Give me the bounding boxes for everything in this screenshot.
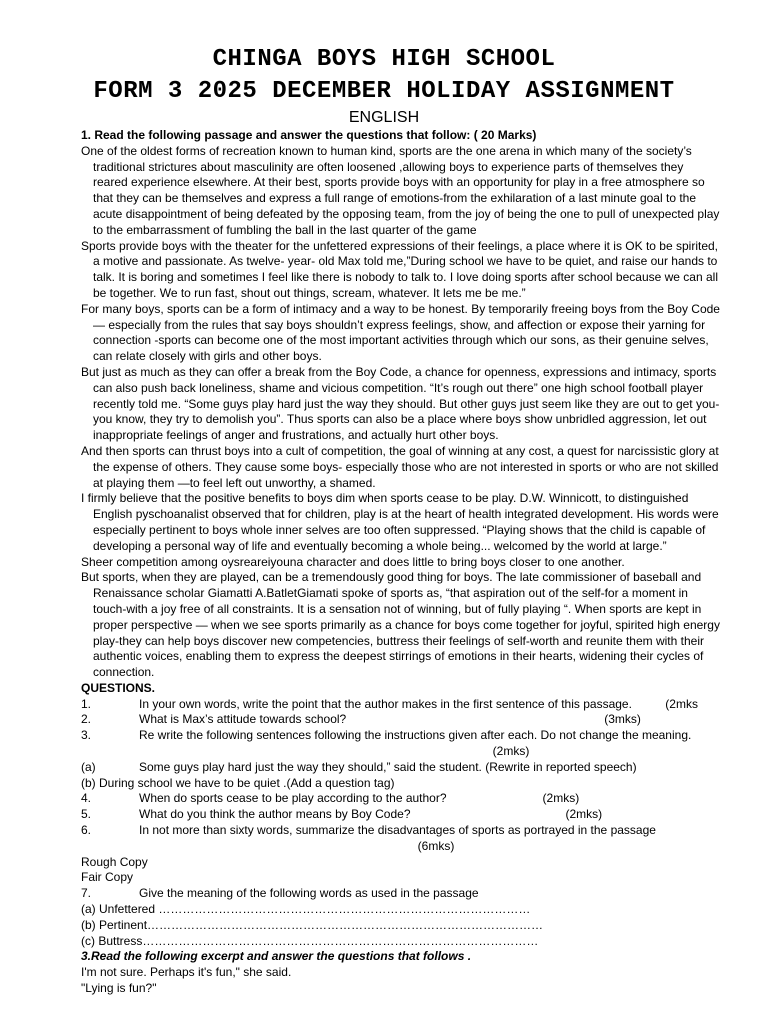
passage-paragraph: I firmly believe that the positive benefits to boys dim when sports cease to be play. D.W. Winnicott, to distinguished English pyschoanalist observed that for children, play is at the heart of health integrated development. His words were especially pertinent to boys whole inner selves are too often suppressed. “Playing shows that the child is capable of developing a personal way of life and eventually becoming a whole being... welcomed by the world at large.”: [81, 491, 719, 553]
passage-paragraph: One of the oldest forms of recreation known to human kind, sports are the one arena in which many of the society’s traditional strictures about masculinity are often loosened ,allowing boys to experience parts of themselves they reared experience elsewhere. At their best, sports provide boys with an opportunity for play in a free atmosphere so that they can be themselves and express a full range of emotions-from the exhilaration of a last minute goal to the acute disappointment of being defeated by the opposing team, from the joy of being the one to pull of unexpected play to the embarrassment of fumbling the ball in the last quarter of the game: [81, 143, 720, 237]
question-number: 7.: [81, 886, 92, 901]
question-number: 5.: [81, 807, 92, 822]
passage-paragraph: Sheer competition among oysreareiyouna character and does little to bring boys closer to one another.: [81, 554, 625, 569]
question-2: [81, 712, 721, 728]
question-number: 6.: [81, 823, 92, 838]
question-7: [81, 886, 721, 902]
passage-paragraph: But sports, when they are played, can be a tremendously good thing for boys. The late commissioner of baseball and Renaissance scholar Giamatti A.BatletGiamati spoke of sports as, “that aspiration out of the self-for a moment in touch-with a joy free of all constraints. It is a sensation not of winning, but of fully playing “. When sports are kept in proper perspective — when we see sports primarily as a chance for boys come together for joyful, spirited high energy play-they can help boys discover new competencies, buttress their feelings of self-worth and reunite them with their authentic voices, enabling them to express the deepest stirrings of emotions in their hearts, widening their cycles of connection.: [81, 570, 720, 680]
assignment-title: FORM 3 2025 DECEMBER HOLIDAY ASSIGNMENT: [93, 78, 675, 105]
passage-paragraph: And then sports can thrust boys into a cult of competition, the goal of winning at any cost, a quest for narcissistic glory at the expense of others. They cause some boys- especially those who are not interested in sports or who are not skilled at playing them —to feel left out unworthy, a shamed.: [81, 443, 719, 490]
question-marks: (2mks): [542, 791, 580, 806]
school-title: CHINGA BOYS HIGH SCHOOL: [212, 46, 556, 73]
question-text: Re write the following sentences following the instructions given after each. Do not change the meaning.: [139, 728, 692, 743]
question-4: [81, 791, 721, 807]
question-number: 1.: [81, 696, 92, 711]
question-marks: (6mks): [417, 838, 455, 853]
section3-heading: 3.Read the following excerpt and answer the questions that follows .: [81, 949, 472, 964]
question-5: [81, 807, 721, 823]
question-marks: (2mks: [665, 696, 698, 711]
question-marks: (3mks): [604, 712, 641, 727]
vocab-item: (b) Pertinent………………………………………………………………………………………: [81, 917, 544, 932]
question-number: 4.: [81, 791, 92, 806]
passage-paragraph: For many boys, sports can be a form of intimacy and a way to be honest. By temporarily freeing boys from the Boy Code — especially from the rules that say boys shouldn’t express feelings, show, and affection or expose their yarning for connection -sports can become one of the most important activities through which our sons, as their genuine selves, can relate closely with girls and other boys.: [81, 301, 720, 364]
question-number: 3.: [81, 728, 92, 743]
passage-paragraph: Sports provide boys with the theater for the unfettered expressions of their feelings, a place where it is OK to be spirited, a motive and passionate. As twelve- year- old Max told me,”During school we have to be quiet, and raise our hands to talk. It is boring and sometimes I feel like there is nobody to talk to. I love doing sports after school because we can all be together. We to run fast, shout out things, scream, whatever. It lets me be me.”: [81, 238, 719, 300]
vocab-item: (c) Buttress………………………………………………………………………………………: [81, 933, 539, 948]
question-number: (a): [81, 759, 96, 774]
question-1: [81, 697, 721, 713]
question-6: [81, 823, 721, 839]
question-marks: (2mks): [492, 744, 530, 759]
question-text: What is Max’s attitude towards school?: [139, 712, 347, 727]
question-text: When do sports cease to be play according to the author?: [139, 791, 447, 806]
question-text: In not more than sixty words, summarize the disadvantages of sports as portrayed in the passage: [139, 823, 656, 838]
document-body: [81, 128, 721, 997]
fair-copy-label: Fair Copy: [81, 870, 134, 885]
question-text: Some guys play hard just the way they should,” said the student. (Rewrite in reported speech): [139, 759, 637, 774]
question-3a: [81, 760, 721, 776]
vocab-item: (a) Unfettered …………………………………………………………………………………: [81, 902, 531, 917]
excerpt-line: I'm not sure. Perhaps it's fun," she said.: [81, 965, 292, 980]
excerpt-line: "Lying is fun?": [81, 981, 157, 996]
question-number: 2.: [81, 712, 92, 727]
section1-heading: 1. Read the following passage and answer the questions that follow: ( 20 Marks): [81, 128, 537, 142]
question-text: Give the meaning of the following words as used in the passage: [139, 886, 479, 901]
rough-copy-label: Rough Copy: [81, 854, 148, 869]
question-text: In your own words, write the point that the author makes in the first sentence of this passage.: [139, 696, 632, 711]
passage-paragraph: But just as much as they can offer a break from the Boy Code, a chance for openness, expressions and intimacy, sports can also push back loneliness, shame and vicious competition. “It’s rough out there” one high school football player recently told me. “Some guys play hard just the way they should. But other guys just seem like they are out to get you-you know, they try to demolish you”. Thus sports can also be a place where boys show unbridled aggression, let out inappropriate feelings of anger and frustrations, and actually hurt other boys.: [81, 364, 720, 443]
subject-heading: ENGLISH: [348, 109, 420, 126]
question-3b: (b) During school we have to be quiet .(Add a question tag): [81, 775, 395, 790]
questions-heading: QUESTIONS.: [81, 680, 156, 695]
question-3: [81, 728, 721, 744]
question-text: What do you think the author means by Boy Code?: [139, 807, 411, 822]
question-marks: (2mks): [565, 807, 603, 822]
